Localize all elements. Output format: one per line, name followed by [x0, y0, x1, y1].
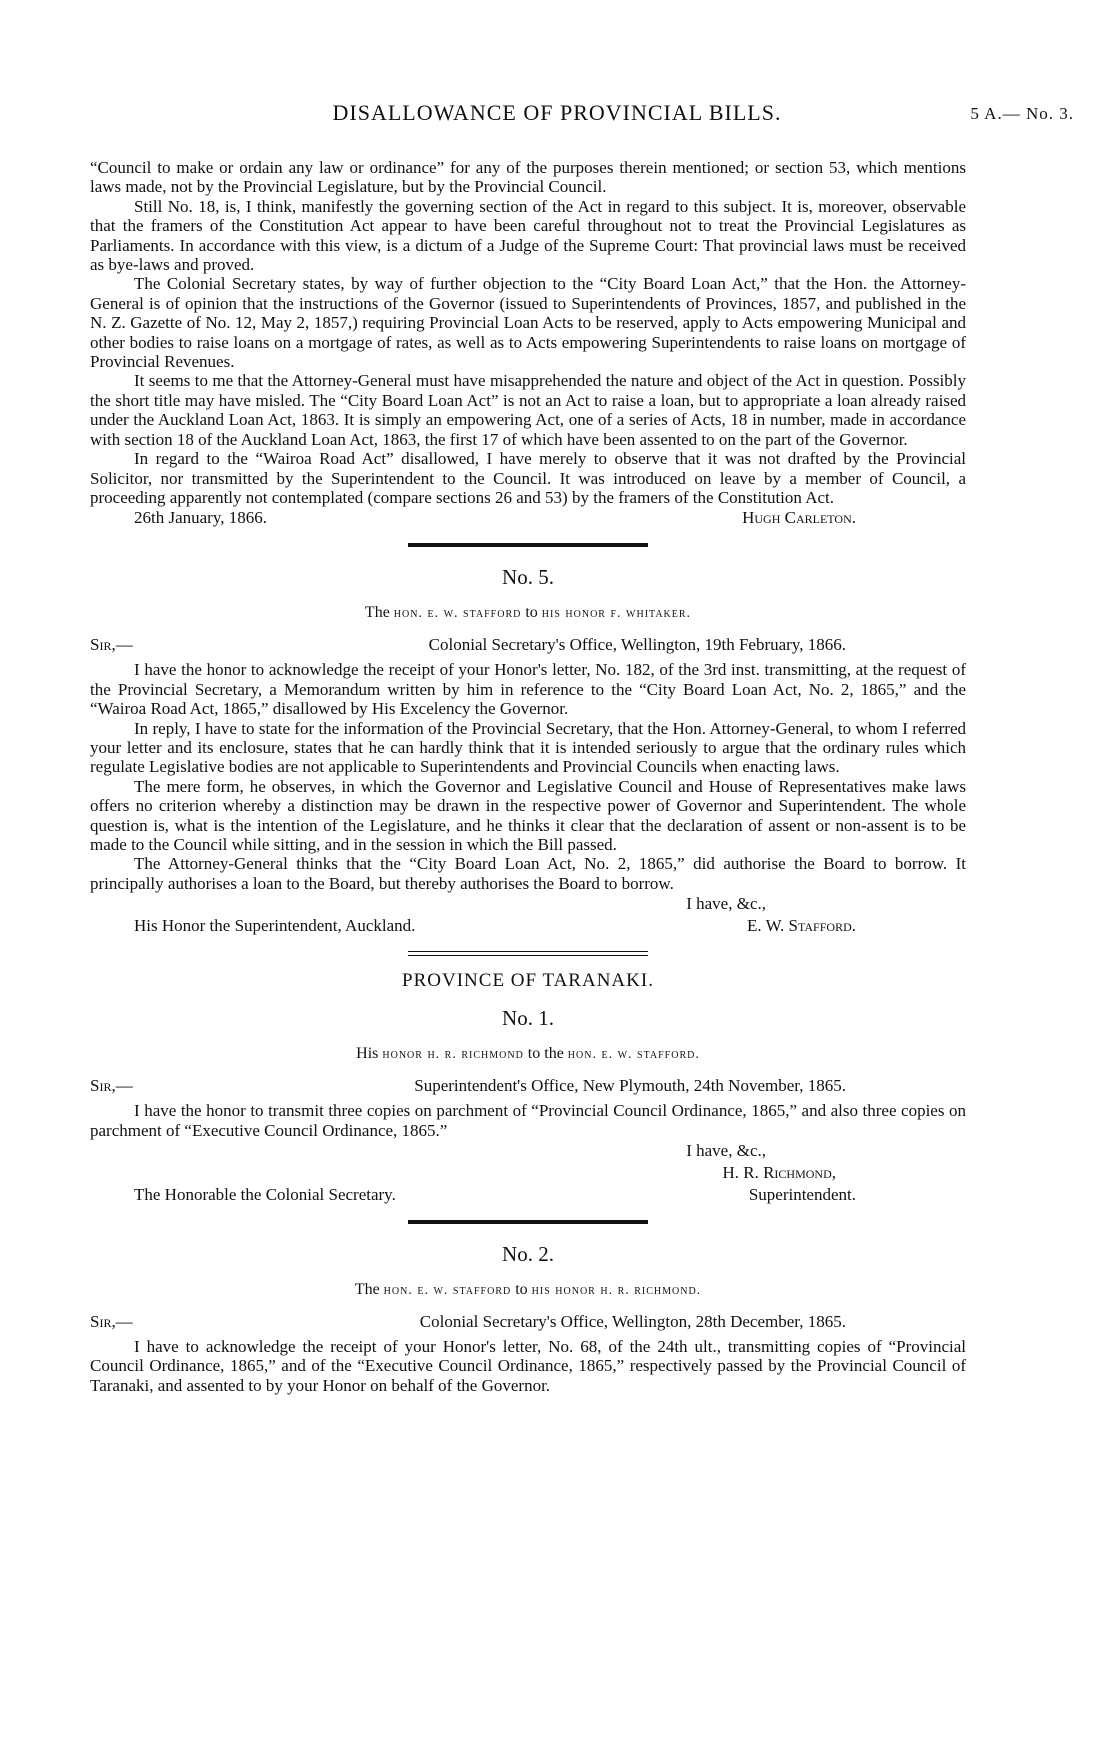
memo-signature: Hugh Carleton.: [742, 508, 856, 528]
letter-paragraph: I have the honor to transmit three copies on parchment of “Provincial Council Ordinance, 1865,” and also three copies on parchment of “Executive Council Ordinance, 1865.”: [90, 1101, 966, 1140]
address-from: honor h. r. richmond: [382, 1047, 524, 1063]
memo-paragraph: The Colonial Secretary states, by way of further objection to the “City Board Loan Act,” that the Hon. the Attorney-General is of opinion that the instructions of the Governor (issued to Superintendents of Provinces, 1857, and published in the N. Z. Gazette of No. 12, May 2, 1857,) requiring Provincial Loan Acts to be reserved, apply to Acts empowering Municipal and other bodies to raise loans on a mortgage of rates, as well as to Acts empowering Superintendents to raise loans on mortgage of Provincial Revenues.: [90, 274, 966, 372]
memorandum-section: [90, 158, 966, 529]
letter-location: Superintendent's Office, New Plymouth, 24th November, 1865.: [414, 1076, 846, 1096]
address-to-word: to: [515, 1281, 528, 1298]
address-prefix: The: [364, 604, 390, 622]
memo-paragraph: In regard to the “Wairoa Road Act” disallowed, I have merely to observe that it was not drafted by the Provincial Solicitor, nor transmitted by the Superintendent to the Council. It was introduced on leave by a member of Council, a proceeding apparently not contemplated (compare sections 26 and 53) by the framers of the Constitution Act.: [90, 449, 966, 507]
address-prefix: His: [356, 1045, 379, 1063]
addressee-row: [90, 1184, 966, 1206]
letter-addressee: The Honorable the Colonial Secretary.: [134, 1185, 396, 1204]
letter-paragraph: I have the honor to acknowledge the receipt of your Honor's letter, No. 182, of the 3rd inst. transmitting, at the request of the Provincial Secretary, a Memorandum written by him in reference to the “City Board Loan Act, No. 2, 1865,” and the “Wairoa Road Act, 1865,” disallowed by His Excelency the Governor.: [90, 660, 966, 719]
letter-no-2: [90, 1242, 966, 1395]
letter-paragraph: The Attorney-General thinks that the “City Board Loan Act, No. 2, 1865,” did authorise the Board to borrow. It principally authorises a loan to the Board, but thereby authorises the Board to borrow.: [90, 854, 966, 893]
salutation-row: [90, 634, 966, 656]
letter-closing: I have, &c.,: [686, 1141, 766, 1160]
address-from: hon. e. w. stafford: [393, 606, 522, 622]
address-to-word: to: [525, 604, 538, 622]
memo-paragraph: Still No. 18, is, I think, manifestly the governing section of the Act in regard to this subject. It is, moreover, observable that the framers of the Constitution Act appear to have been careful throughout not to treat the Provincial Legislatures as Parliaments. In accordance with this view, is a dictum of a Judge of the Supreme Court: That provincial laws must be received as bye-laws and proved.: [90, 196, 966, 275]
signatory-title: Superintendent.: [748, 1185, 856, 1204]
letter-addressee: His Honor the Superintendent, Auckland.: [134, 916, 416, 936]
letter-paragraph: The mere form, he observes, in which the Governor and Legislative Council and House of Representatives make laws offers no criterion whereby a distinction may be drawn in the respective power of Governor and Superintendent. The whole question is, what is the intention of the Legislature, and he thinks it clear that the declaration of assent or non-assent is to be made to the Council while sitting, and in the session in which the Bill passed.: [90, 776, 966, 854]
address-to: his honor h. r. richmond.: [531, 1283, 702, 1298]
salutation-row: [90, 1311, 966, 1333]
province-title: PROVINCE OF TARANAKI.: [402, 970, 654, 992]
salutation-row: [90, 1075, 966, 1097]
salutation: Sir,—: [90, 1312, 133, 1331]
letter-heading: No. 5.: [502, 565, 554, 590]
addressee-row: [90, 915, 966, 937]
letter-no-1: [90, 1006, 966, 1206]
letter-location: Colonial Secretary's Office, Wellington, 28th December, 1865.: [419, 1312, 846, 1331]
memo-date: 26th January, 1866.: [134, 508, 267, 528]
letter-paragraph: I have to acknowledge the receipt of your Honor's letter, No. 68, of the 24th ult., transmitting copies of “Provincial Council Ordinance, 1865,” and of the “Executive Council Ordinance, 1865,” respectively passed by the Provincial Council of Taranaki, and assented to by your Honor on behalf of the Governor.: [90, 1337, 966, 1395]
document-body: [90, 158, 966, 1395]
letter-heading: No. 1.: [502, 1006, 554, 1031]
letter-signature: E. W. Stafford.: [747, 916, 856, 936]
letter-no-5: [90, 565, 966, 937]
section-divider-double: [408, 951, 648, 956]
letter-location: Colonial Secretary's Office, Wellington, 19th February, 1866.: [428, 635, 846, 655]
letter-address: [90, 1281, 966, 1299]
address-prefix: The: [354, 1281, 380, 1298]
address-to-word: to the: [527, 1045, 564, 1063]
salutation: Sir,—: [90, 1076, 133, 1096]
address-from: hon. e. w. stafford: [383, 1283, 512, 1298]
letter-heading: No. 2.: [502, 1242, 554, 1266]
page-reference: 5 A.— No. 3.: [970, 104, 1074, 123]
page-header: [0, 100, 1114, 130]
salutation: Sir,—: [90, 635, 133, 655]
section-divider: [408, 1220, 648, 1224]
memo-paragraph: “Council to make or ordain any law or ordinance” for any of the purposes therein mentioned; or section 53, which mentions laws made, not by the Provincial Legislature, but by the Provincial Council.: [90, 158, 966, 197]
page-title: DISALLOWANCE OF PROVINCIAL BILLS.: [332, 100, 782, 125]
address-to: hon. e. w. stafford.: [567, 1047, 700, 1063]
letter-address: [90, 1045, 966, 1063]
letter-closing: I have, &c.,: [686, 894, 766, 914]
letter-paragraph: In reply, I have to state for the information of the Provincial Secretary, that the Hon. Attorney-General, to whom I referred your letter and its enclosure, states that he can hardly think that it is intended seriously to argue that the ordinary rules which regulate Legislative bodies are not applicable to Superintendents and Provincial Councils when enacting laws.: [90, 718, 966, 777]
address-to: his honor f. whitaker.: [541, 606, 692, 622]
memo-signoff: [90, 507, 966, 529]
letter-address: [90, 604, 966, 622]
section-divider: [408, 543, 648, 547]
letter-signature: H. R. Richmond,: [722, 1163, 836, 1182]
memo-paragraph: It seems to me that the Attorney-General must have misapprehended the nature and object of the Act in question. Possibly the short title may have misled. The “City Board Loan Act” is not an Act to raise a loan, but to appropriate a loan already raised under the Auckland Loan Act, 1863. It is simply an empowering Act, one of a series of Acts, 18 in number, made in accordance with section 18 of the Auckland Loan Act, 1863, the first 17 of which have been assented to on the part of the Governor.: [90, 371, 966, 449]
